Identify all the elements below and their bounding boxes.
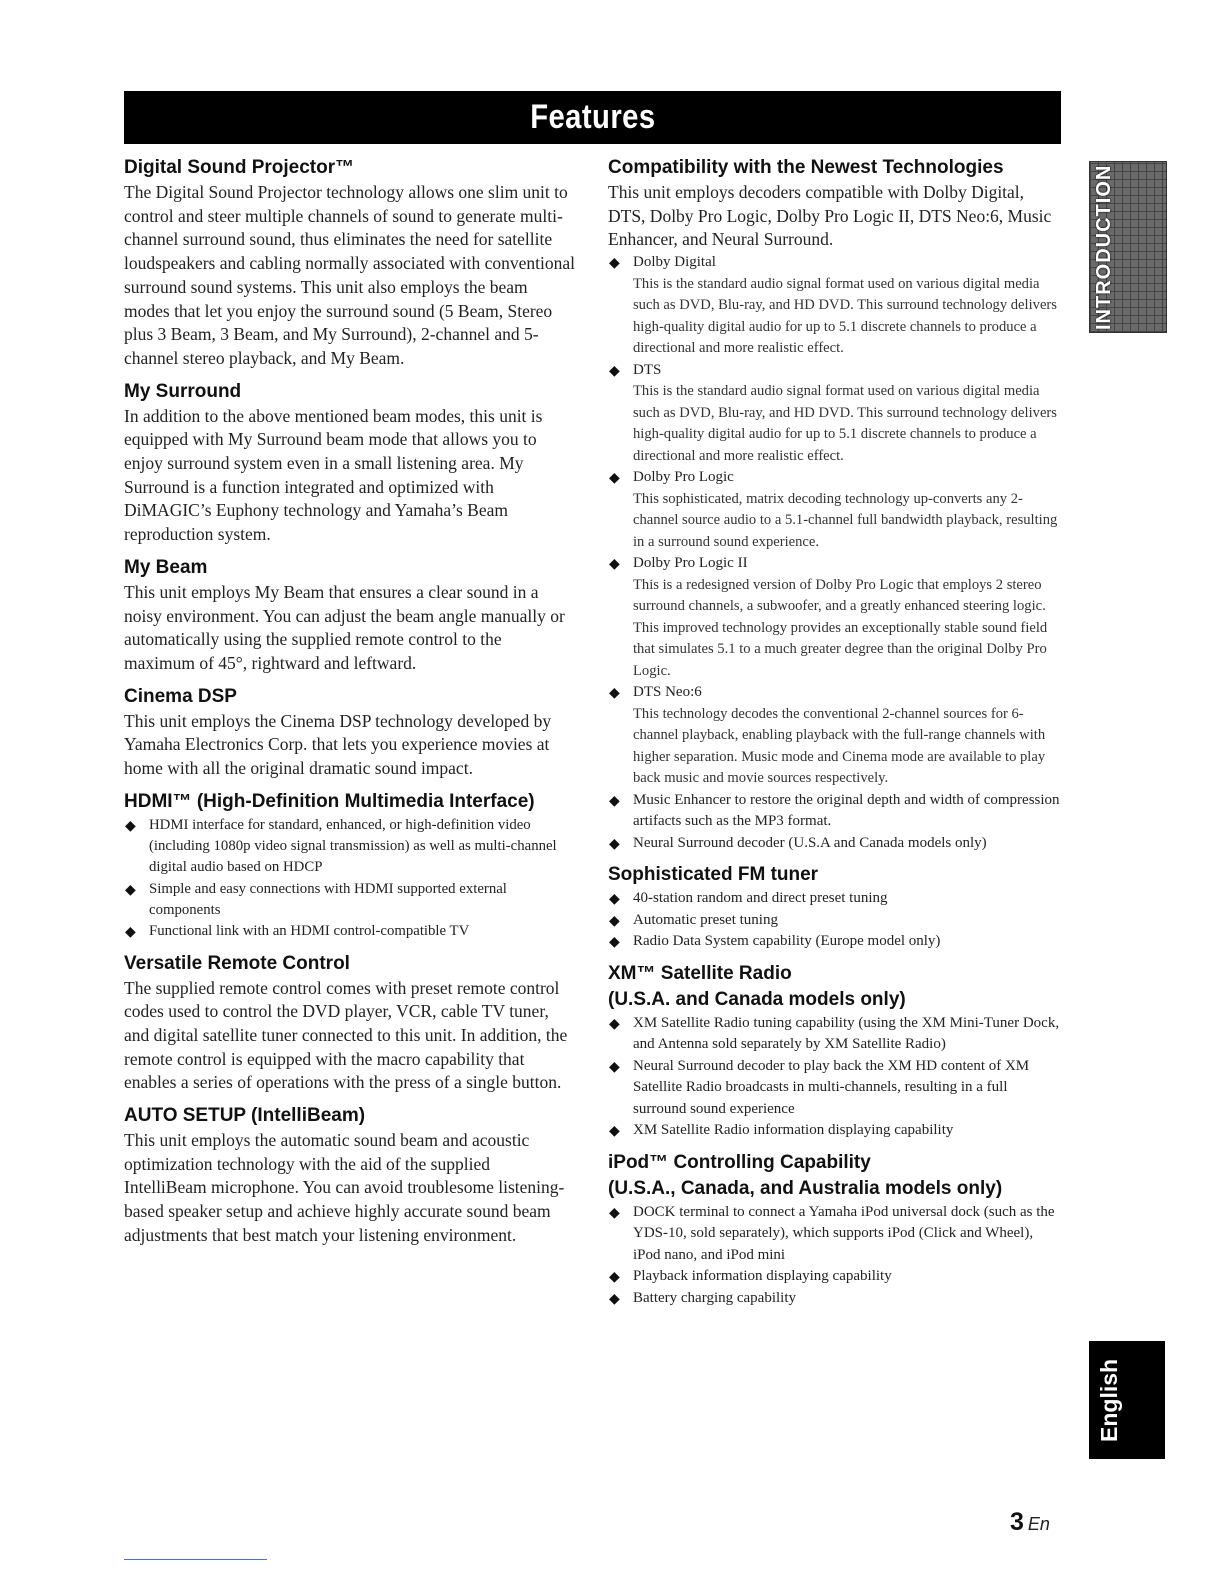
list-item: ◆ DTS This is the standard audio signal format used on various digital media such as DVD, Blu-ray, and HD DVD. This surround technology delivers high-quality digital audio for up to 5.1 discrete channels to produce a directional and more realistic effect. <box>609 361 1057 464</box>
footer-rule <box>124 1559 267 1560</box>
section-xm-radio <box>608 961 1063 1142</box>
list-item: ◆ DTS Neo:6 This technology decodes the conventional 2-channel sources for 6-channel playback, enabling playback with the full-range channels with higher separation. Music mode and Cinema mode are available to play back music and movie sources respectively. <box>609 684 1046 787</box>
list-item: ◆ XM Satellite Radio tuning capability (using the XM Mini-Tuner Dock, and Antenna sold separately by XM Satellite Radio) <box>609 1014 1060 1053</box>
diamond-bullet-icon: ◆ <box>609 256 620 272</box>
list-item: ◆ Dolby Digital This is the standard audio signal format used on various digital media such as DVD, Blu-ray, and HD DVD. This surround technology delivers high-quality digital audio for up to 5.1 discrete channels to produce a directional and more realistic effect. <box>609 254 1057 357</box>
section-heading: Versatile Remote Control <box>124 952 350 974</box>
diamond-bullet-icon: ◆ <box>609 913 620 929</box>
section-subheading: (U.S.A. and Canada models only) <box>608 988 906 1010</box>
section-heading: Cinema DSP <box>124 685 237 707</box>
diamond-bullet-icon: ◆ <box>609 363 620 379</box>
section-body: This unit employs My Beam that ensures a clear sound in a noisy environment. You can adjust the beam angle manually or automatically using the supplied remote control to the maximum of 45°, rightward and leftward. <box>124 581 565 673</box>
bullet-list <box>124 815 576 943</box>
bullet-list <box>608 252 1063 854</box>
diamond-bullet-icon: ◆ <box>609 471 620 487</box>
diamond-bullet-icon: ◆ <box>609 557 620 573</box>
section-body: This unit employs the automatic sound beam and acoustic optimization technology with the aid of the supplied IntelliBeam microphone. You can avoid troublesome listening-based speaker setup and achieve highly accurate sound beam adjustments that best match your listening environment. <box>124 1130 565 1245</box>
language-side-tab <box>1089 1341 1165 1459</box>
section-heading: Compatibility with the Newest Technologies <box>608 157 1004 178</box>
list-item: ◆ Playback information displaying capability <box>608 1266 1063 1288</box>
list-item: ◆ Radio Data System capability (Europe model only) <box>608 931 1063 953</box>
section-heading: My Surround <box>124 380 242 402</box>
diamond-bullet-icon: ◆ <box>609 892 620 908</box>
section-body: This unit employs the Cinema DSP technology developed by Yamaha Electronics Corp. that lets you experience movies at home with all the original dramatic sound impact. <box>124 710 552 779</box>
diamond-bullet-icon: ◆ <box>609 1124 620 1140</box>
section-compatibility <box>608 155 1063 854</box>
diamond-bullet-icon: ◆ <box>125 925 136 941</box>
page-number-value: 3 <box>1010 1508 1024 1536</box>
section-body: This unit employs decoders compatible with Dolby Digital, DTS, Dolby Pro Logic, Dolby Pro Logic II, DTS Neo:6, Music Enhancer, and Neural Surround. <box>608 182 1052 250</box>
introduction-tab-label: INTRODUCTION <box>1093 164 1115 330</box>
diamond-bullet-icon: ◆ <box>609 1270 620 1286</box>
diamond-bullet-icon: ◆ <box>125 818 136 834</box>
diamond-bullet-icon: ◆ <box>609 836 620 852</box>
section-hdmi <box>124 789 576 943</box>
list-item: ◆ Dolby Pro Logic II This is a redesigned version of Dolby Pro Logic that employs 2 stereo surround channels, a subwoofer, and a greatly enhanced steering logic. This improved technology provides an exceptionally stable sound field that simulates 5.1 to a much greater degree than the original Dolby Pro Logic. <box>609 555 1048 679</box>
page-number <box>1010 1508 1050 1537</box>
list-item: ◆ Battery charging capability <box>608 1288 1063 1310</box>
left-column <box>124 155 576 1256</box>
section-digital-sound-projector <box>124 155 576 371</box>
diamond-bullet-icon: ◆ <box>609 1291 620 1307</box>
list-item: ◆ Neural Surround decoder (U.S.A and Canada models only) <box>608 833 1063 855</box>
section-heading: XM™ Satellite Radio <box>608 962 792 984</box>
list-item: ◆ Simple and easy connections with HDMI supported external components <box>125 880 507 918</box>
list-item: ◆ Automatic preset tuning <box>608 910 1063 932</box>
section-heading: Digital Sound Projector™ <box>124 157 355 178</box>
diamond-bullet-icon: ◆ <box>609 935 620 951</box>
list-item: ◆ Music Enhancer to restore the original depth and width of compression artifacts such as the MP3 format. <box>609 791 1060 830</box>
section-fm-tuner <box>608 862 1063 953</box>
section-heading: iPod™ Controlling Capability <box>608 1151 871 1173</box>
list-item: ◆ Functional link with an HDMI control-compatible TV <box>124 921 576 942</box>
page-language-code: En <box>1027 1514 1050 1534</box>
page-title-banner <box>124 91 1061 144</box>
diamond-bullet-icon: ◆ <box>609 686 620 702</box>
list-item: ◆ Neural Surround decoder to play back the XM HD content of XM Satellite Radio broadcasts in multi-channels, resulting in a full surround sound experience <box>609 1057 1030 1117</box>
section-my-beam <box>124 555 576 676</box>
language-tab-label: English <box>1096 1358 1122 1442</box>
section-cinema-dsp <box>124 684 576 781</box>
section-heading: HDMI™ (High-Definition Multimedia Interface) <box>124 790 535 812</box>
section-auto-setup <box>124 1103 576 1248</box>
diamond-bullet-icon: ◆ <box>609 1016 620 1032</box>
diamond-bullet-icon: ◆ <box>609 793 620 809</box>
diamond-bullet-icon: ◆ <box>609 1205 620 1221</box>
bullet-list <box>608 888 1063 953</box>
section-subheading: (U.S.A., Canada, and Australia models only) <box>608 1177 1003 1199</box>
section-body: The Digital Sound Projector technology allows one slim unit to control and steer multiple channels of sound to generate multi-channel surround sound, thus eliminates the need for satellite loudspeakers and cabling normally associated with conventional surround sound systems. This unit also employs the beam modes that let you enjoy the surround sound (5 Beam, Stereo plus 3 Beam, 3 Beam, and My Surround), 2-channel and 5-channel stereo playback, and My Beam. <box>124 182 575 368</box>
diamond-bullet-icon: ◆ <box>125 882 136 898</box>
section-heading: AUTO SETUP (IntelliBeam) <box>124 1105 366 1127</box>
list-item: ◆ XM Satellite Radio information displaying capability <box>608 1120 1063 1142</box>
section-my-surround <box>124 379 576 547</box>
list-item: ◆ DOCK terminal to connect a Yamaha iPod universal dock (such as the YDS-10, sold separately), which supports iPod (Click and Wheel), iPod nano, and iPod mini <box>609 1203 1055 1263</box>
list-item: ◆ 40-station random and direct preset tuning <box>608 888 1063 910</box>
right-column <box>608 155 1063 1317</box>
page-title: Features <box>529 98 656 136</box>
list-item: ◆ HDMI interface for standard, enhanced, or high-definition video (including 1080p video signal transmission) as well as multi-channel digital audio based on HDCP <box>125 816 557 876</box>
section-ipod <box>608 1150 1063 1310</box>
introduction-side-tab <box>1089 161 1167 333</box>
section-body: The supplied remote control comes with preset remote control codes used to control the DVD player, VCR, cable TV tuner, and digital satellite tuner connected to this unit. In addition, the remote control is equipped with the macro capability that enables a series of operations with the press of a single button. <box>124 977 568 1093</box>
bullet-list <box>608 1013 1063 1142</box>
diamond-bullet-icon: ◆ <box>609 1059 620 1075</box>
bullet-list <box>608 1202 1063 1310</box>
section-heading: Sophisticated FM tuner <box>608 864 819 886</box>
section-body: In addition to the above mentioned beam modes, this unit is equipped with My Surround beam mode that allows you to enjoy surround system even in a small listening area. My Surround is a function integrated and optimized with DiMAGIC’s Euphony technology and Yamaha’s Beam reproduction system. <box>124 405 543 545</box>
section-remote-control <box>124 951 576 1096</box>
section-heading: My Beam <box>124 556 208 578</box>
list-item: ◆ Dolby Pro Logic This sophisticated, matrix decoding technology up-converts any 2-channel source audio to a 5.1-channel full bandwidth playback, resulting in a surround sound experience. <box>609 469 1058 550</box>
